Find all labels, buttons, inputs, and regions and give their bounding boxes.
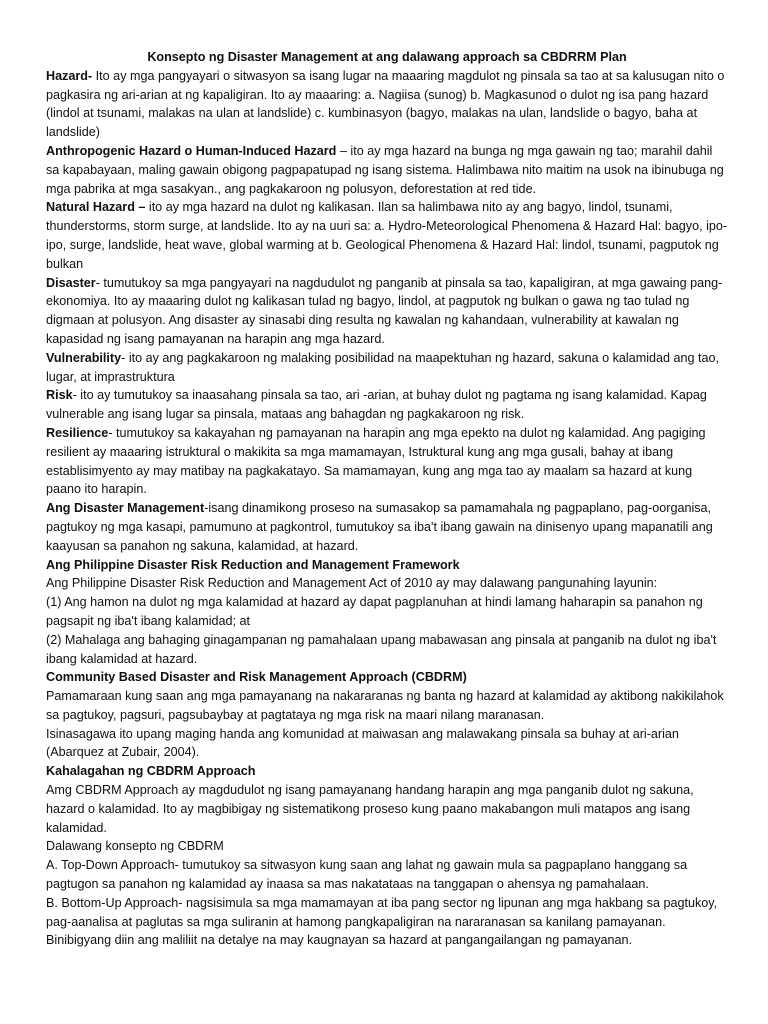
definition-text: – ito ay mga hazard na bunga ng mga gawain ng tao; marahil dahil sa kapabayaan, maling gawain obigong pagpapatupad ng isang sistema. Halimbawa nito maitim na usok na ibinubuga ng mga pabrika at mga sasakyan., ang pagkakaroon ng polusyon, deforestation at red tide.: [46, 143, 724, 196]
framework-intro: Ang Philippine Disaster Risk Reduction and Management Act of 2010 ay may dalawang pangunahing layunin:: [46, 576, 658, 591]
importance-paragraph-2: Dalawang konsepto ng CBDRM: [46, 839, 224, 854]
term-label: Resilience: [46, 425, 109, 440]
definition-text: Ito ay mga pangyayari o sitwasyon sa isang lugar na maaaring magdulot ng pinsala sa tao at sa kalusugan nito o pagkasira ng ari-arian at ng kapaligiran. Ito ay maaaring: a. Nagiisa (sunog) b. Magkasunod o dulot ng isa pang hazard (lindol at tsunami, malakas na ulan at landslide) c. kumbinasyon (bagyo, malakas na ulan, landslide o bagyo, baha at landslide): [46, 68, 725, 140]
definition-anthropogenic-hazard: [46, 142, 728, 198]
definition-natural-hazard: [46, 198, 728, 273]
term-label: Disaster: [46, 275, 96, 290]
term-label: Natural Hazard –: [46, 200, 146, 215]
framework-heading: Ang Philippine Disaster Risk Reduction and Management Framework: [46, 557, 460, 572]
term-label: Ang Disaster Management: [46, 501, 205, 516]
definition-risk: [46, 386, 728, 424]
definition-resilience: [46, 424, 728, 499]
term-label: Vulnerability: [46, 350, 122, 365]
definition-disaster-management: [46, 499, 728, 555]
definition-vulnerability: [46, 349, 728, 387]
definition-text: - tumutukoy sa kakayahan ng pamayanan na harapin ang mga epekto na dulot ng kalamidad. Ang pagiging resilient ay maaaring istruktural o makikita sa mga mamamayan, Istruktural kung ang mga gusali, bahay at ibang establisimyento ay may matibay na pagkakatayo. Sa mamamayan, kung ang mga tao ay maalam sa hazard at kung paano ito harapin.: [46, 425, 706, 497]
definition-disaster: [46, 274, 728, 349]
cbdrm-paragraph-2: Isinasagawa ito upang maging handa ang komunidad at maiwasan ang malawakang pinsala sa buhay at ari-arian (Abarquez at Zubair, 2004).: [46, 726, 679, 760]
term-label: Anthropogenic Hazard o Human-Induced Hazard: [46, 143, 337, 158]
definition-text: ito ay mga hazard na dulot ng kalikasan. Ilan sa halimbawa nito ay ang bagyo, lindol, tsunami, thunderstorms, storm surge, at landslide. Ito ay na uuri sa: a. Hydro-Meteorological Phenomena & Hazard Hal: bagyo, ipo-ipo, surge, landslide, heat wave, global warming at b. Geological Phenomena & Hazard Hal: lindol, tsunami, pagputok ng bulkan: [46, 200, 728, 271]
cbdrm-paragraph-1: Pamamaraan kung saan ang mga pamayanang na nakararanas ng banta ng hazard at kalamidad ay aktibong nakikilahok sa pagtukoy, pagsuri, pagsubaybay at pagtataya ng mga risk na maari nilang maranasan.: [46, 689, 724, 722]
term-label: Hazard-: [46, 68, 93, 83]
definition-text: - tumutukoy sa mga pangyayari na nagdudulot ng panganib at pinsala sa tao, kapaligiran, at mga gawaing pang-ekonomiya. Ito ay maaaring dulot ng kalikasan tulad ng bagyo, lindol, at pagputok ng bulkan o gawa ng tao tulad ng digmaan at polusyon. Ang disaster ay sinasabi ding resulta ng kawalan ng kahandaan, vulnerability at kawalan ng kapasidad ng isang pamayanan na harapin ang mga hazard.: [46, 275, 723, 346]
term-label: Risk: [46, 388, 73, 403]
definition-text: -isang dinamikong proseso na sumasakop sa pamamahala ng pagpaplano, pag-oorganisa, pagtukoy ng mga kasapi, pamumuno at pagkontrol, tumutukoy sa iba't ibang gawain na dinisenyo upang mapanatili ang kaayusan sa panahon ng sakuna, kalamidad, at hazard.: [46, 501, 713, 553]
definition-text: - ito ay tumutukoy sa inaasahang pinsala sa tao, ari -arian, at buhay dulot ng pagtama ng isang kalamidad. Kapag vulnerable ang isang lugar sa pinsala, mataas ang bahagdan ng pagkakaroon ng risk.: [46, 388, 707, 422]
bottom-up-approach: B. Bottom-Up Approach- nagsisimula sa mga mamamayan at iba pang sector ng lipunan ang mga hakbang sa pagtukoy, pag-aanalisa at paglutas sa mga suliranin at hamong pangkapaligiran na nararanasan sa kanilang pamayanan. Binibigyang diin ang maliliit na detalye na may kaugnayan sa hazard at pangangailangan ng pamayanan.: [46, 895, 718, 948]
definition-text: - ito ay ang pagkakaroon ng malaking posibilidad na maapektuhan ng hazard, sakuna o kalamidad ang tao, lugar, at imprastruktura: [46, 350, 720, 384]
importance-paragraph-1: Amg CBDRM Approach ay magdudulot ng isang pamayanang handang harapin ang mga panganib dulot ng sakuna, hazard o kalamidad. Ito ay magbibigay ng sistematikong proseso kung paano makabangon muli matapos ang isang kalamidad.: [46, 783, 694, 835]
importance-heading: Kahalagahan ng CBDRM Approach: [46, 764, 256, 779]
definition-hazard: [46, 67, 728, 142]
framework-goal-1: (1) Ang hamon na dulot ng mga kalamidad at hazard ay dapat pagplanuhan at hindi lamang haharapin sa panahon ng pagsapit ng iba't ibang kalamidad; at: [46, 595, 703, 628]
cbdrm-heading: Community Based Disaster and Risk Management Approach (CBDRM): [46, 670, 467, 685]
top-down-approach: A. Top-Down Approach- tumutukoy sa sitwasyon kung saan ang lahat ng gawain mula sa pagpaplano hanggang sa pagtugon sa panahon ng kalamidad ay inaasa sa mas nakatataas na tanggapan o ahensya ng pamahalaan.: [46, 858, 688, 892]
document-title: Konsepto ng Disaster Management at ang dalawang approach sa CBDRRM Plan: [147, 50, 627, 64]
framework-goal-2: (2) Mahalaga ang bahaging ginagampanan ng pamahalaan upang mabawasan ang pinsala at panganib na dulot ng iba't ibang kalamidad at hazard.: [46, 632, 717, 666]
